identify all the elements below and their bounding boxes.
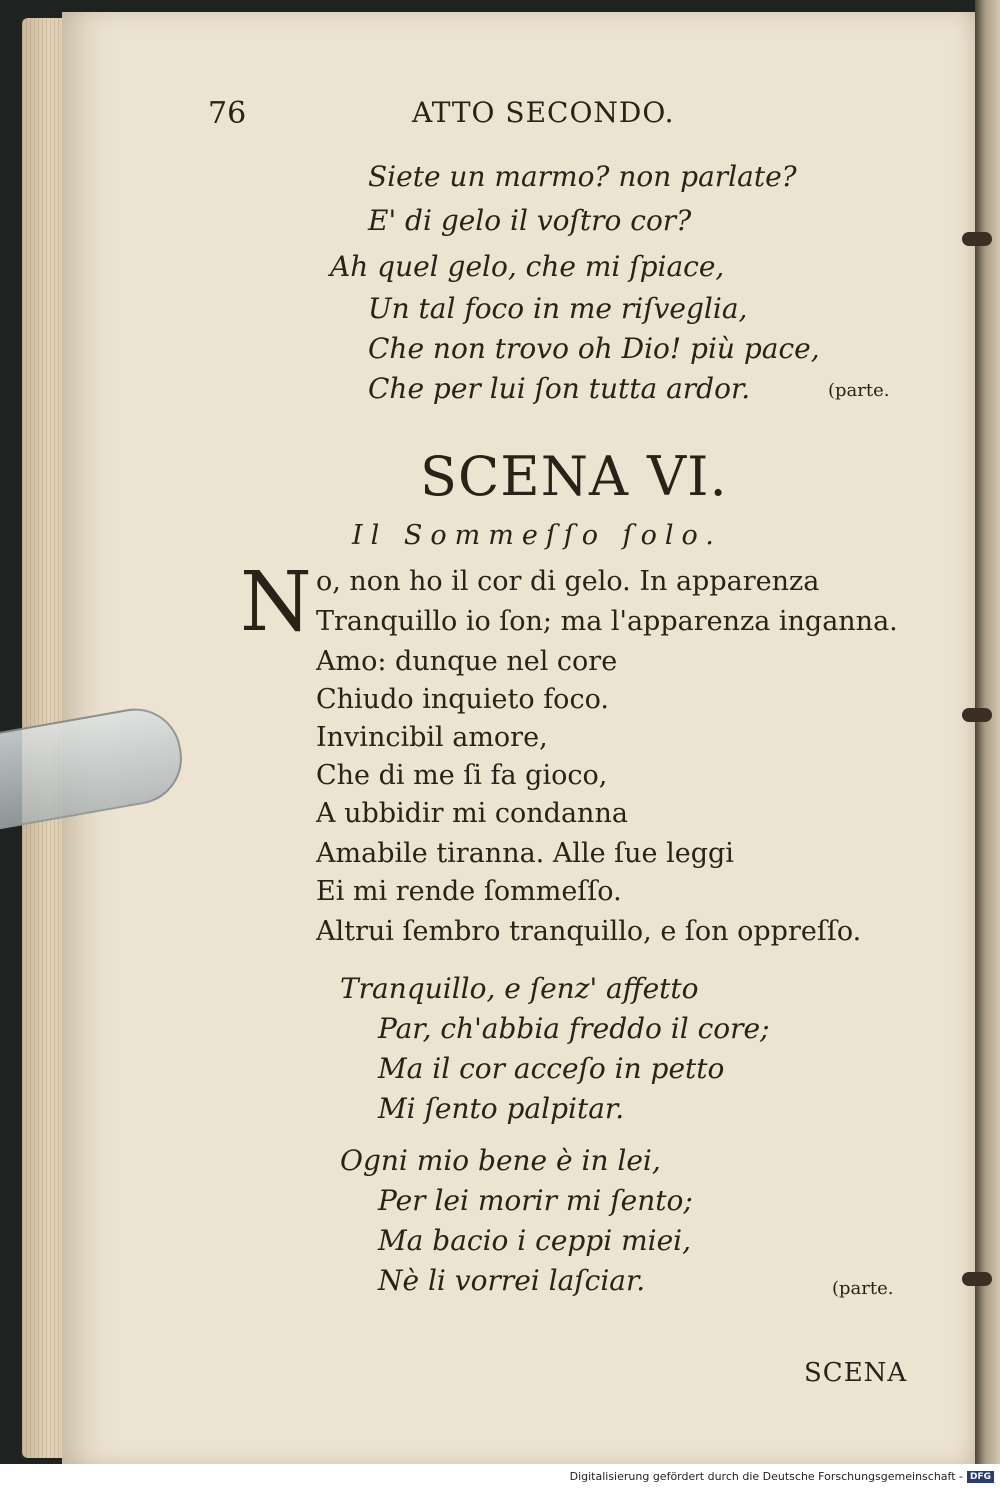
catchword: SCENA — [804, 1358, 908, 1388]
verse-line: E' di gelo il voſtro cor? — [368, 204, 692, 237]
verse-line: Ma il cor acceſo in petto — [378, 1052, 725, 1085]
digitization-credit-bar — [0, 1464, 1000, 1489]
verse-line: Che per lui ſon tutta ardor. — [368, 372, 751, 405]
binding-thread — [962, 708, 992, 722]
recitative-line: Invincibil amore, — [316, 722, 548, 753]
verse-line: Tranquillo, e ſenz' affetto — [340, 972, 699, 1005]
verse-line: Par, ch'abbia freddo il core; — [378, 1012, 770, 1045]
credit-text: Digitalisierung gefördert durch die Deutsche Forschungsgemeinschaft - — [569, 1470, 963, 1483]
verse-line: Nè li vorrei laſciar. — [378, 1264, 646, 1297]
stage-direction: (parte. — [832, 1278, 894, 1299]
verse-line: Siete un marmo? non parlate? — [368, 160, 797, 193]
running-head: ATTO SECONDO. — [412, 96, 675, 129]
recitative-line: Tranquillo io ſon; ma l'apparenza inganna. — [316, 606, 898, 637]
recitative-line: Amo: dunque nel core — [316, 646, 618, 677]
recitative-line: Ei mi rende ſommeſſo. — [316, 876, 622, 907]
verse-line: Che non trovo oh Dio! più pace, — [368, 332, 820, 365]
page-number: 76 — [208, 96, 247, 131]
scene-subtitle: Il Sommeſſo ſolo. — [352, 520, 722, 551]
recitative-line: o, non ho il cor di gelo. In apparenza — [316, 566, 820, 597]
scene-title: SCENA VI. — [420, 445, 728, 508]
verse-line: Per lei morir mi ſento; — [378, 1184, 693, 1217]
facing-page-edge — [975, 0, 1000, 1464]
stage-direction: (parte. — [828, 380, 890, 401]
verse-line: Ma bacio i ceppi miei, — [378, 1224, 692, 1257]
dfg-logo: DFG — [967, 1471, 994, 1483]
recitative-line: Amabile tiranna. Alle ſue leggi — [316, 838, 734, 869]
recitative-line: Che di me ſi fa gioco, — [316, 760, 608, 791]
drop-cap: N — [240, 555, 312, 650]
recitative-line: A ubbidir mi condanna — [316, 798, 628, 829]
verse-line: Ah quel gelo, che mi ſpiace, — [330, 250, 725, 283]
recitative-line: Altrui ſembro tranquillo, e ſon oppreſſo. — [316, 916, 862, 947]
binding-thread — [962, 232, 992, 246]
binding-thread — [962, 1272, 992, 1286]
verse-line: Ogni mio bene è in lei, — [340, 1144, 661, 1177]
recitative-line: Chiudo inquieto foco. — [316, 684, 609, 715]
verse-line: Un tal foco in me riſveglia, — [368, 292, 748, 325]
verse-line: Mi ſento palpitar. — [378, 1092, 625, 1125]
